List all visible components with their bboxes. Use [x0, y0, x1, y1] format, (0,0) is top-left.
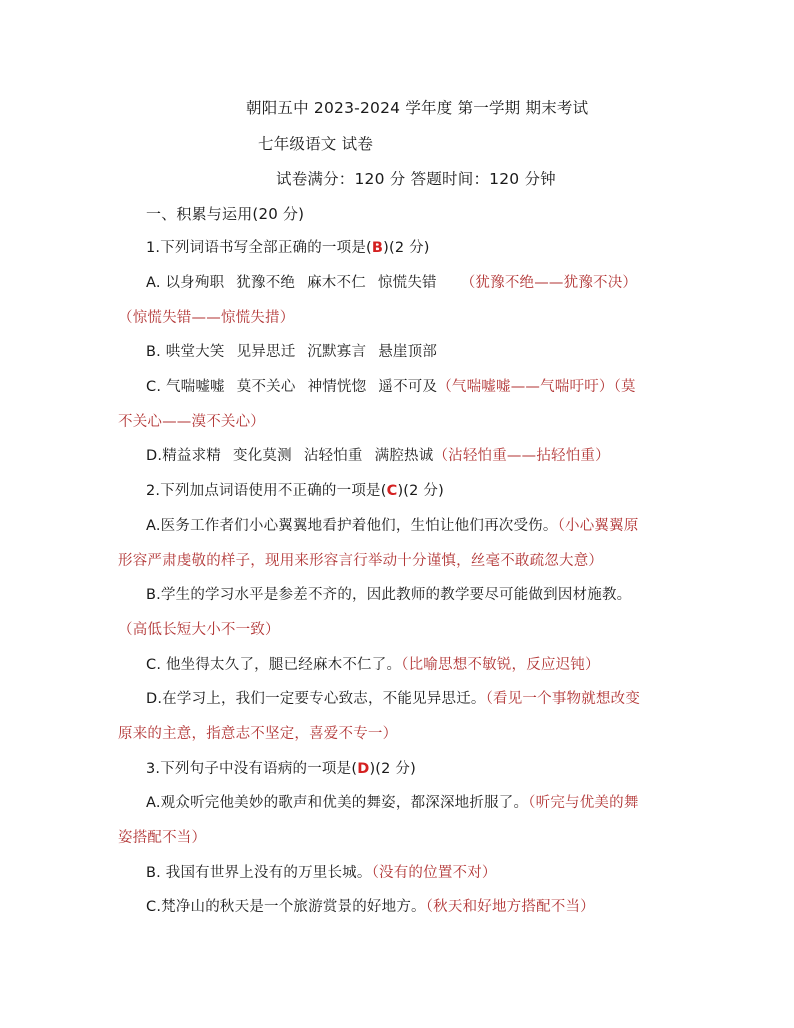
explanation-note: （秋天和好地方搭配不当）	[425, 899, 595, 915]
option-1d: D.精益求精 变化莫测 沾轻怕重 满腔热诚（沾轻怕重——拈轻怕重）	[146, 448, 610, 464]
correction-note: （惊慌失错——惊慌失措）	[118, 310, 295, 326]
correction-note: （犹豫不绝——犹豫不决）	[460, 275, 638, 291]
exam-title: 朝阳五中 2023-2024 学年度 第一学期 期末考试	[246, 99, 589, 117]
option-3a: A.观众听完他美妙的歌声和优美的舞姿，都深深地折服了。（听完与优美的舞	[146, 795, 639, 811]
exam-subtitle: 七年级语文 试卷	[258, 135, 374, 153]
explanation-note: 形容严肃虔敬的样子，现用来形容言行举动十分谨慎，丝毫不敢疏忽大意）	[118, 553, 604, 569]
option-1b: B. 哄堂大笑 见异思迁 沉默寡言 悬崖顶部	[146, 344, 438, 360]
option-2b: B.学生的学习水平是参差不齐的，因此教师的教学要尽可能做到因材施教。	[146, 587, 632, 603]
option-2a: A.医务工作者们小心翼翼地看护着他们，生怕让他们再次受伤。（小心翼翼原	[146, 518, 639, 534]
option-1c: C. 气喘嘘嘘 莫不关心 神情恍惚 遥不可及（气喘嘘嘘——气喘吁吁）（莫	[146, 379, 636, 395]
explanation-note: （看见一个事物就想改变	[485, 691, 641, 707]
exam-info: 试卷满分：120 分 答题时间：120 分钟	[276, 170, 556, 188]
question-1-stem: 1.下列词语书写全部正确的一项是(B)(2 分)	[146, 240, 430, 256]
option-3b: B. 我国有世界上没有的万里长城。（没有的位置不对）	[146, 865, 497, 881]
explanation-note: （听完与优美的舞	[528, 795, 639, 811]
explanation-note: 姿搭配不当）	[118, 830, 207, 846]
explanation-note: （没有的位置不对）	[371, 865, 497, 881]
answer-1: B	[371, 240, 384, 256]
correction-note: （气喘嘘嘘——气喘吁吁）（莫	[437, 379, 636, 395]
answer-2: C	[386, 483, 398, 499]
explanation-note: 原来的主意，指意志不坚定，喜爱不专一）	[118, 726, 398, 742]
question-3-stem: 3.下列句子中没有语病的一项是(D)(2 分)	[146, 761, 416, 777]
explanation-note: （高低长短大小不一致）	[118, 622, 280, 638]
correction-note: （沾轻怕重——拈轻怕重）	[433, 448, 610, 464]
explanation-note: （比喻思想不敏锐，反应迟钝）	[401, 657, 600, 673]
option-1a: A. 以身殉职 犹豫不绝 麻木不仁 惊慌失错 （犹豫不绝——犹豫不决）	[146, 275, 638, 291]
option-2d: D.在学习上，我们一定要专心致志，不能见异思迁。（看见一个事物就想改变	[146, 691, 641, 707]
question-2-stem: 2.下列加点词语使用不正确的一项是(C)(2 分)	[146, 483, 444, 499]
option-2c: C. 他坐得太久了，腿已经麻木不仁了。（比喻思想不敏锐，反应迟钝）	[146, 657, 600, 673]
answer-3: D	[357, 761, 370, 777]
correction-note: 不关心——漠不关心）	[118, 414, 265, 430]
option-3c: C.梵净山的秋天是一个旅游赏景的好地方。（秋天和好地方搭配不当）	[146, 899, 595, 915]
explanation-note: （小心翼翼原	[557, 518, 639, 534]
section-heading: 一、积累与运用(20 分)	[146, 205, 305, 223]
